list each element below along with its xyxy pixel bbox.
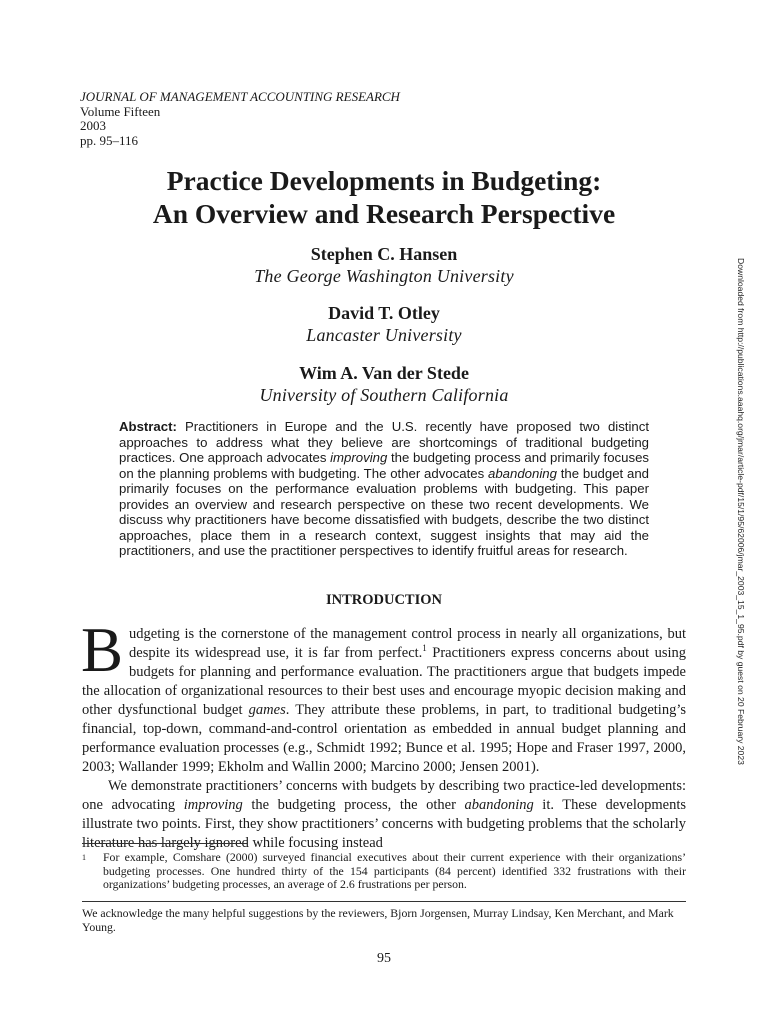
footnote-divider	[82, 843, 247, 844]
abstract-emphasis: abandoning	[487, 465, 557, 481]
abstract-emphasis: improving	[330, 450, 388, 466]
paragraph-emphasis: improving	[183, 797, 243, 813]
paragraph-text: We demonstrate practitioners’ concerns with budgets by describing two practice-led developments: one advocating	[82, 778, 686, 813]
footnote-ref[interactable]: 1	[422, 643, 427, 653]
author-affiliation: The George Washington University	[254, 266, 514, 286]
paragraph-emphasis: games	[248, 702, 286, 718]
paragraph-text: the budgeting process, the other	[242, 797, 465, 813]
abstract	[119, 419, 649, 559]
paragraph-text: udgeting is the cornerstone of the management control process in nearly all organizations, but despite its widespread use, it is far from perfect.	[129, 626, 686, 661]
abstract-text: the budget and primarily focuses on the performance evaluation problems with budgeting. This paper provides an overview and research perspective on these two recent developments. We discuss why practitioners have become dissatisfied with budgets, describe the two distinct approaches, place them in a research context, suggest insights that may aid the practitioners, and use the practitioner perspectives to identify fruitful areas for research.	[119, 465, 649, 559]
drop-cap: B	[81, 615, 124, 685]
paper-title	[0, 164, 768, 230]
author-affiliation: Lancaster University	[306, 325, 462, 345]
paragraph-2	[82, 777, 686, 853]
title-line-1: Practice Developments in Budgeting:	[166, 165, 602, 196]
acknowledgment: We acknowledge the many helpful suggestions by the reviewers, Bjorn Jorgensen, Murray Lindsay, Ken Merchant, and Mark Young.	[82, 906, 674, 934]
journal-info	[80, 90, 400, 148]
author-block	[0, 362, 768, 406]
page-number: 95	[377, 951, 391, 966]
title-line-2: An Overview and Research Perspective	[152, 198, 616, 229]
author-affiliation: University of Southern California	[259, 385, 509, 405]
journal-pages: pp. 95–116	[80, 132, 139, 148]
author-name: Wim A. Van der Stede	[299, 363, 469, 383]
download-notice[interactable]: Downloaded from http://publications.aaahq.org/jmar/article-pdf/15/1/95/62006/jmar_2003_15_1_95.pdf by guest on 20 February 2023	[736, 258, 746, 765]
author-block	[0, 243, 768, 287]
author-name: Stephen C. Hansen	[310, 244, 458, 264]
author-name: David T. Otley	[328, 303, 440, 323]
author-block	[0, 302, 768, 346]
footnote-number: 1	[82, 853, 86, 862]
abstract-label: Abstract:	[119, 419, 177, 434]
acknowledgment-divider	[82, 901, 686, 902]
abstract-text: Practitioners in Europe and the U.S. recently have proposed two distinct approaches to address what they believe are shortcomings of traditional budgeting practices. One approach advocates	[119, 419, 649, 466]
abstract-text: the budgeting process and primarily focuses on the planning problems with budgeting. The other advocates	[119, 450, 649, 481]
paragraph-emphasis: abandoning	[464, 797, 534, 813]
journal-year: 2003	[80, 118, 106, 133]
footnote-text: For example, Comshare (2000) surveyed financial executives about their current experience with their organizations’ budgeting processes. One hundred thirty of the 154 participants (84 percent) identified 332 frustrations with their organizations’ budgeting processes, an average of 2.6 frustrations per person.	[103, 850, 686, 891]
body-text	[81, 615, 687, 853]
journal-name: JOURNAL OF MANAGEMENT ACCOUNTING RESEARCH	[80, 89, 400, 104]
paragraph-text: it. These developments illustrate two points. First, they show practitioners’ concerns with budgeting problems that the scholarly literature has largely ignored while focusing instead	[82, 797, 687, 851]
journal-volume: Volume Fifteen	[80, 103, 161, 119]
paragraph-text: Practitioners express concerns about using budgets for planning and performance evaluation. The practitioners argue that budgets impede the allocation of organizational resources to their best uses and encourage myopic decision making and other dysfunctional budget	[82, 645, 686, 718]
paragraph-text: . They attribute these problems, in part, to traditional budgeting’s financial, top-down, command-and-control orientation as embedded in annual budget planning and performance evaluation processes (e.g., Schmidt 1992; Bunce et al. 1995; Hope and Fraser 1997, 2000, 2003; Wallander 1999; Ekholm and Wallin 2000; Marcino 2000; Jensen 2001).	[82, 702, 686, 775]
paragraph-1	[81, 615, 686, 777]
footnote	[82, 851, 686, 892]
section-heading: INTRODUCTION	[325, 592, 442, 608]
